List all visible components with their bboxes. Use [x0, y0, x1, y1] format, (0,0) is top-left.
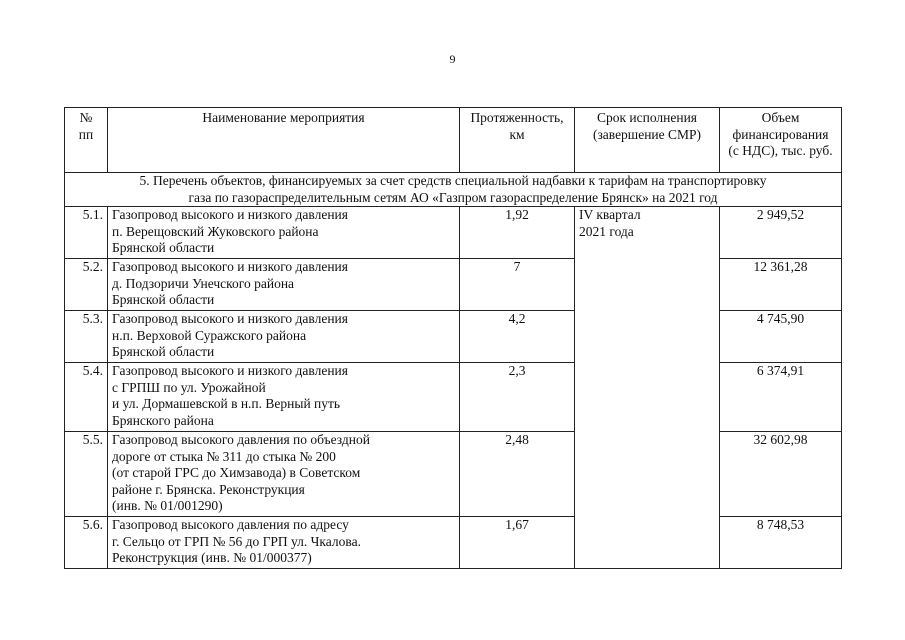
header-num: № пп — [65, 108, 108, 173]
row-length: 4,2 — [460, 311, 575, 363]
header-name: Наименование мероприятия — [108, 108, 460, 173]
row-name: Газопровод высокого и низкого давления с ГРПШ по ул. Урожайной и ул. Дормашевской в н.п. Верный путь Брянского района — [108, 363, 460, 432]
table-row — [65, 259, 842, 311]
row-name: Газопровод высокого и низкого давления д. Подзоричи Унечского района Брянской области — [108, 259, 460, 311]
row-num: 5.3. — [65, 311, 108, 363]
table-row — [65, 207, 842, 259]
funding-table — [64, 107, 842, 569]
row-length: 1,92 — [460, 207, 575, 259]
row-name: Газопровод высокого и низкого давления н.п. Верховой Суражского района Брянской области — [108, 311, 460, 363]
section-title: 5. Перечень объектов, финансируемых за счет средств специальной надбавки к тарифам на транспортировку газа по газораспределительным сетям АО «Газпром газораспределение Брянск» на 2021 год — [65, 173, 842, 207]
row-num: 5.6. — [65, 517, 108, 569]
row-volume: 32 602,98 — [720, 432, 842, 517]
header-length: Протяженность, км — [460, 108, 575, 173]
table-row — [65, 311, 842, 363]
section-title-row — [65, 173, 842, 207]
row-num: 5.2. — [65, 259, 108, 311]
row-num: 5.1. — [65, 207, 108, 259]
row-volume: 2 949,52 — [720, 207, 842, 259]
table-row — [65, 432, 842, 517]
term-cell: IV квартал 2021 года — [575, 207, 720, 569]
row-num: 5.4. — [65, 363, 108, 432]
row-volume: 6 374,91 — [720, 363, 842, 432]
row-num: 5.5. — [65, 432, 108, 517]
header-volume: Объем финансирования (с НДС), тыс. руб. — [720, 108, 842, 173]
table-row — [65, 363, 842, 432]
row-volume: 8 748,53 — [720, 517, 842, 569]
row-length: 2,48 — [460, 432, 575, 517]
row-name: Газопровод высокого и низкого давления п. Верещовский Жуковского района Брянской области — [108, 207, 460, 259]
row-length: 1,67 — [460, 517, 575, 569]
row-name: Газопровод высокого давления по адресу г. Сельцо от ГРП № 56 до ГРП ул. Чкалова. Реконструкция (инв. № 01/000377) — [108, 517, 460, 569]
row-volume: 12 361,28 — [720, 259, 842, 311]
page-number: 9 — [449, 52, 456, 66]
table-header-row — [65, 108, 842, 173]
row-length: 7 — [460, 259, 575, 311]
row-volume: 4 745,90 — [720, 311, 842, 363]
header-term: Срок исполнения (завершение СМР) — [575, 108, 720, 173]
row-length: 2,3 — [460, 363, 575, 432]
row-name: Газопровод высокого давления по объездной дороге от стыка № 311 до стыка № 200 (от старой ГРС до Химзавода) в Советском районе г. Брянска. Реконструкция (инв. № 01/001290) — [108, 432, 460, 517]
table-row — [65, 517, 842, 569]
